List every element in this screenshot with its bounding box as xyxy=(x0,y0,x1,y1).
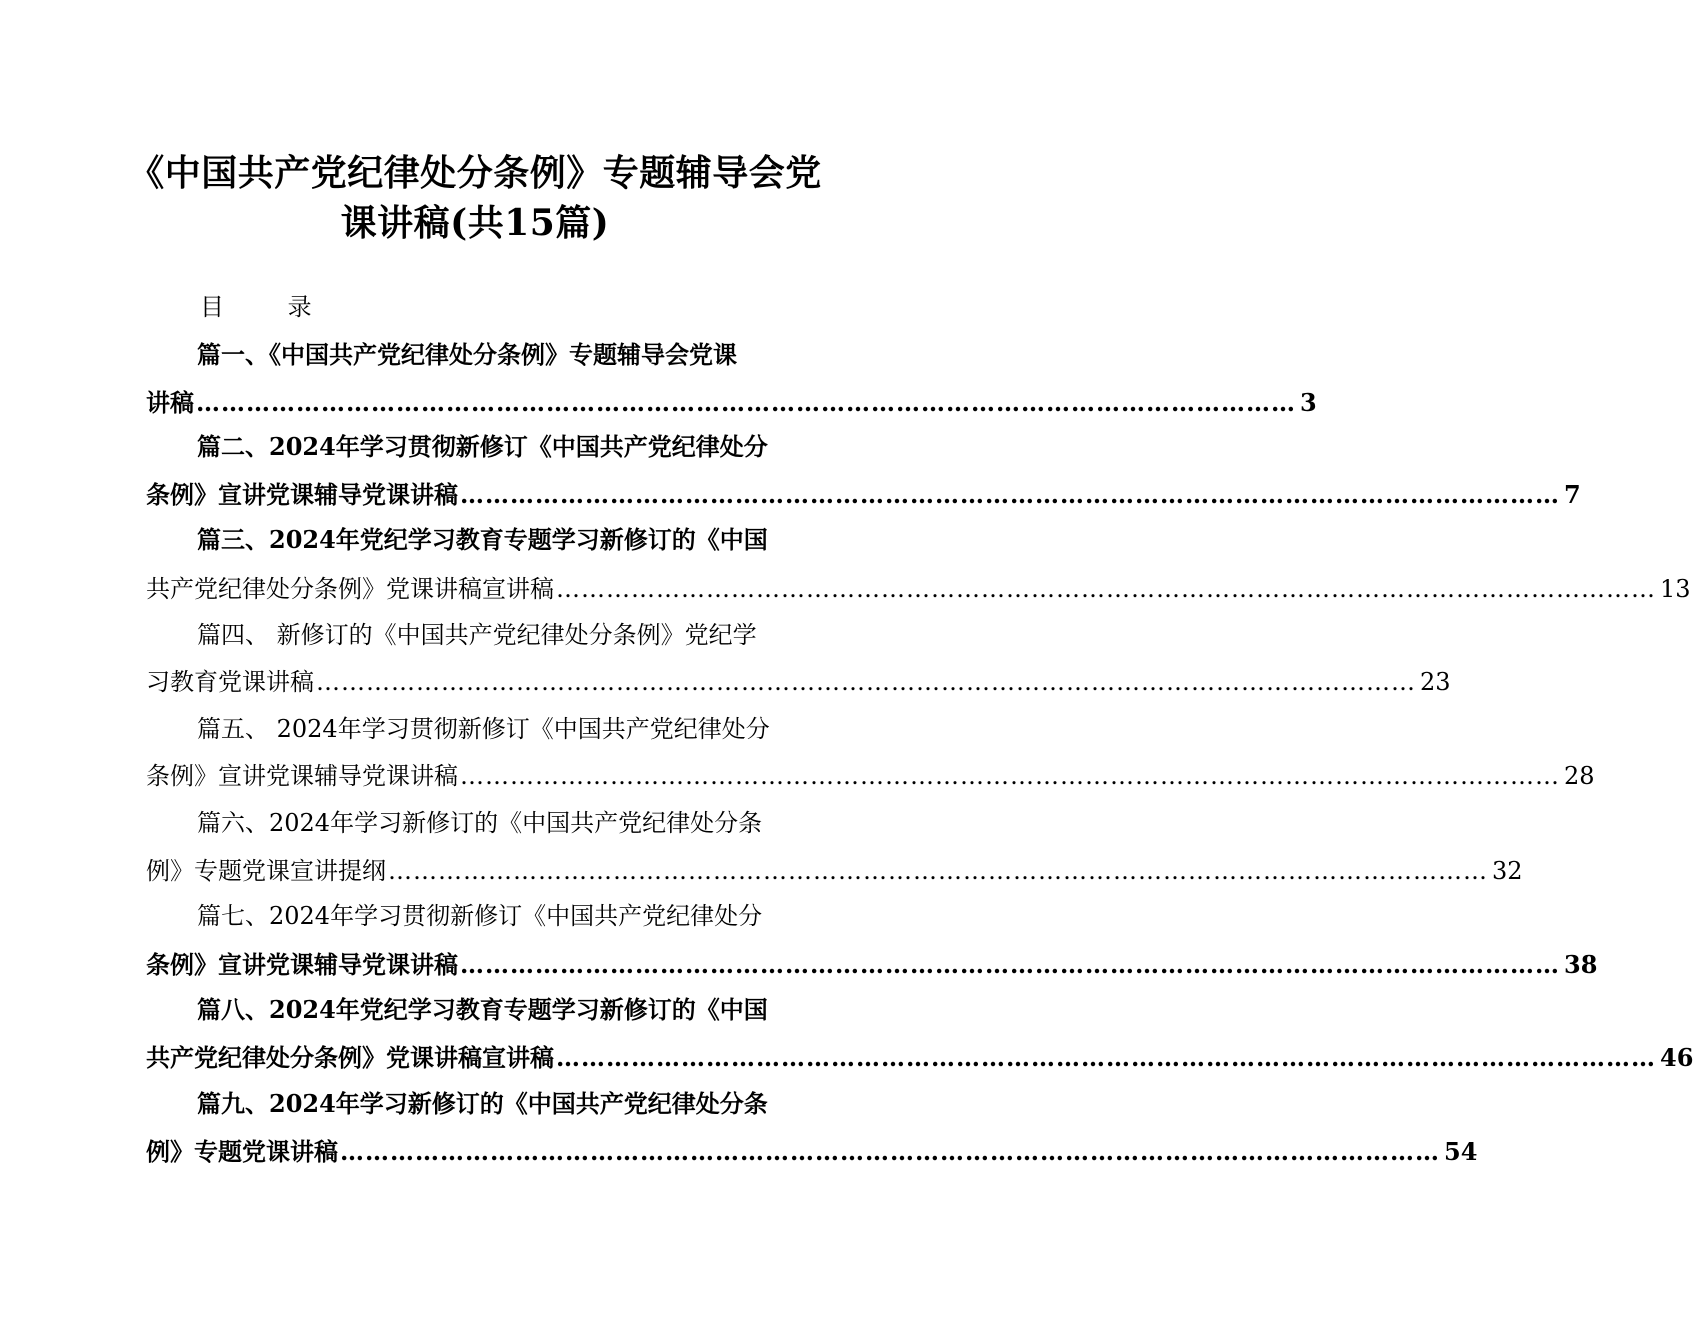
toc-entry-3-text: 共产党纪律处分条例》党课讲稿宣讲稿 xyxy=(146,575,554,603)
toc-entry-3-line-2[interactable] xyxy=(146,572,1691,606)
document-title xyxy=(120,148,830,248)
toc-entry-6-line-1[interactable]: 篇六、2024年学习新修订的《中国共产党纪律处分条 xyxy=(197,809,763,837)
toc-entry-2-page: 7 xyxy=(1564,480,1581,509)
toc-entry-5-line-1[interactable]: 篇五、 2024年学习贯彻新修订《中国共产党纪律处分 xyxy=(197,715,770,743)
toc-entry-7-line-1[interactable]: 篇七、2024年学习贯彻新修订《中国共产党纪律处分 xyxy=(197,902,763,930)
toc-entry-5-page: 28 xyxy=(1564,762,1595,790)
toc-entry-2-text: 条例》宣讲党课辅导党课讲稿 xyxy=(146,480,458,509)
dot-leader: …………………………………………………………………………………………………………………… xyxy=(556,1043,1656,1072)
toc-entry-2-line-1[interactable]: 篇二、2024年学习贯彻新修订《中国共产党纪律处分 xyxy=(197,432,768,461)
toc-entry-8-text: 共产党纪律处分条例》党课讲稿宣讲稿 xyxy=(146,1043,554,1072)
toc-entry-3-page: 13 xyxy=(1660,575,1691,603)
toc-heading: 目 录 xyxy=(200,293,340,321)
toc-entry-6-line-2[interactable] xyxy=(146,854,1523,888)
dot-leader: …………………………………………………………………………………………………………………… xyxy=(196,388,1296,417)
title-line-2: 课讲稿(共15篇) xyxy=(340,202,610,244)
toc-entry-9-text: 例》专题党课讲稿 xyxy=(146,1137,338,1166)
dot-leader: …………………………………………………………………………………………………………………… xyxy=(460,480,1560,509)
dot-leader: …………………………………………………………………………………………………………………… xyxy=(556,575,1656,603)
toc-entry-1-text: 讲稿 xyxy=(146,388,194,417)
dot-leader: …………………………………………………………………………………………………………………… xyxy=(460,762,1560,790)
toc-entry-1-page: 3 xyxy=(1300,388,1317,417)
dot-leader: …………………………………………………………………………………………………………………… xyxy=(340,1137,1440,1166)
toc-entry-9-line-2[interactable] xyxy=(146,1135,1478,1169)
toc-entry-9-page: 54 xyxy=(1444,1137,1478,1166)
toc-entry-6-text: 例》专题党课宣讲提纲 xyxy=(146,857,386,885)
title-line-1: 《中国共产党纪律处分条例》专题辅导会党 xyxy=(128,152,822,194)
toc-entry-7-page: 38 xyxy=(1564,950,1598,979)
toc-entry-4-line-1[interactable]: 篇四、 新修订的《中国共产党纪律处分条例》党纪学 xyxy=(197,621,757,649)
toc-entry-9-line-1[interactable]: 篇九、2024年学习新修订的《中国共产党纪律处分条 xyxy=(197,1089,768,1118)
toc-entry-8-line-1[interactable]: 篇八、2024年党纪学习教育专题学习新修订的《中国 xyxy=(197,995,768,1024)
toc-entry-3-line-1[interactable]: 篇三、2024年党纪学习教育专题学习新修订的《中国 xyxy=(197,525,768,554)
toc-entry-2-line-2[interactable] xyxy=(146,478,1581,512)
toc-entry-8-line-2[interactable] xyxy=(146,1041,1693,1075)
toc-entry-6-page: 32 xyxy=(1492,857,1523,885)
toc-entry-8-page: 46 xyxy=(1660,1043,1693,1072)
toc-entry-1-line-1[interactable]: 篇一、《中国共产党纪律处分条例》专题辅导会党课 xyxy=(197,340,737,369)
dot-leader: …………………………………………………………………………………………………………………… xyxy=(316,668,1416,696)
toc-entry-7-line-2[interactable] xyxy=(146,948,1598,982)
toc-entry-7-text: 条例》宣讲党课辅导党课讲稿 xyxy=(146,950,458,979)
toc-entry-5-line-2[interactable] xyxy=(146,759,1595,793)
toc-entry-4-text: 习教育党课讲稿 xyxy=(146,668,314,696)
toc-entry-4-page: 23 xyxy=(1420,668,1451,696)
dot-leader: …………………………………………………………………………………………………………………… xyxy=(460,950,1560,979)
toc-entry-4-line-2[interactable] xyxy=(146,665,1451,699)
toc-entry-5-text: 条例》宣讲党课辅导党课讲稿 xyxy=(146,762,458,790)
dot-leader: …………………………………………………………………………………………………………………… xyxy=(388,857,1488,885)
toc-entry-1-line-2[interactable] xyxy=(146,386,1317,420)
